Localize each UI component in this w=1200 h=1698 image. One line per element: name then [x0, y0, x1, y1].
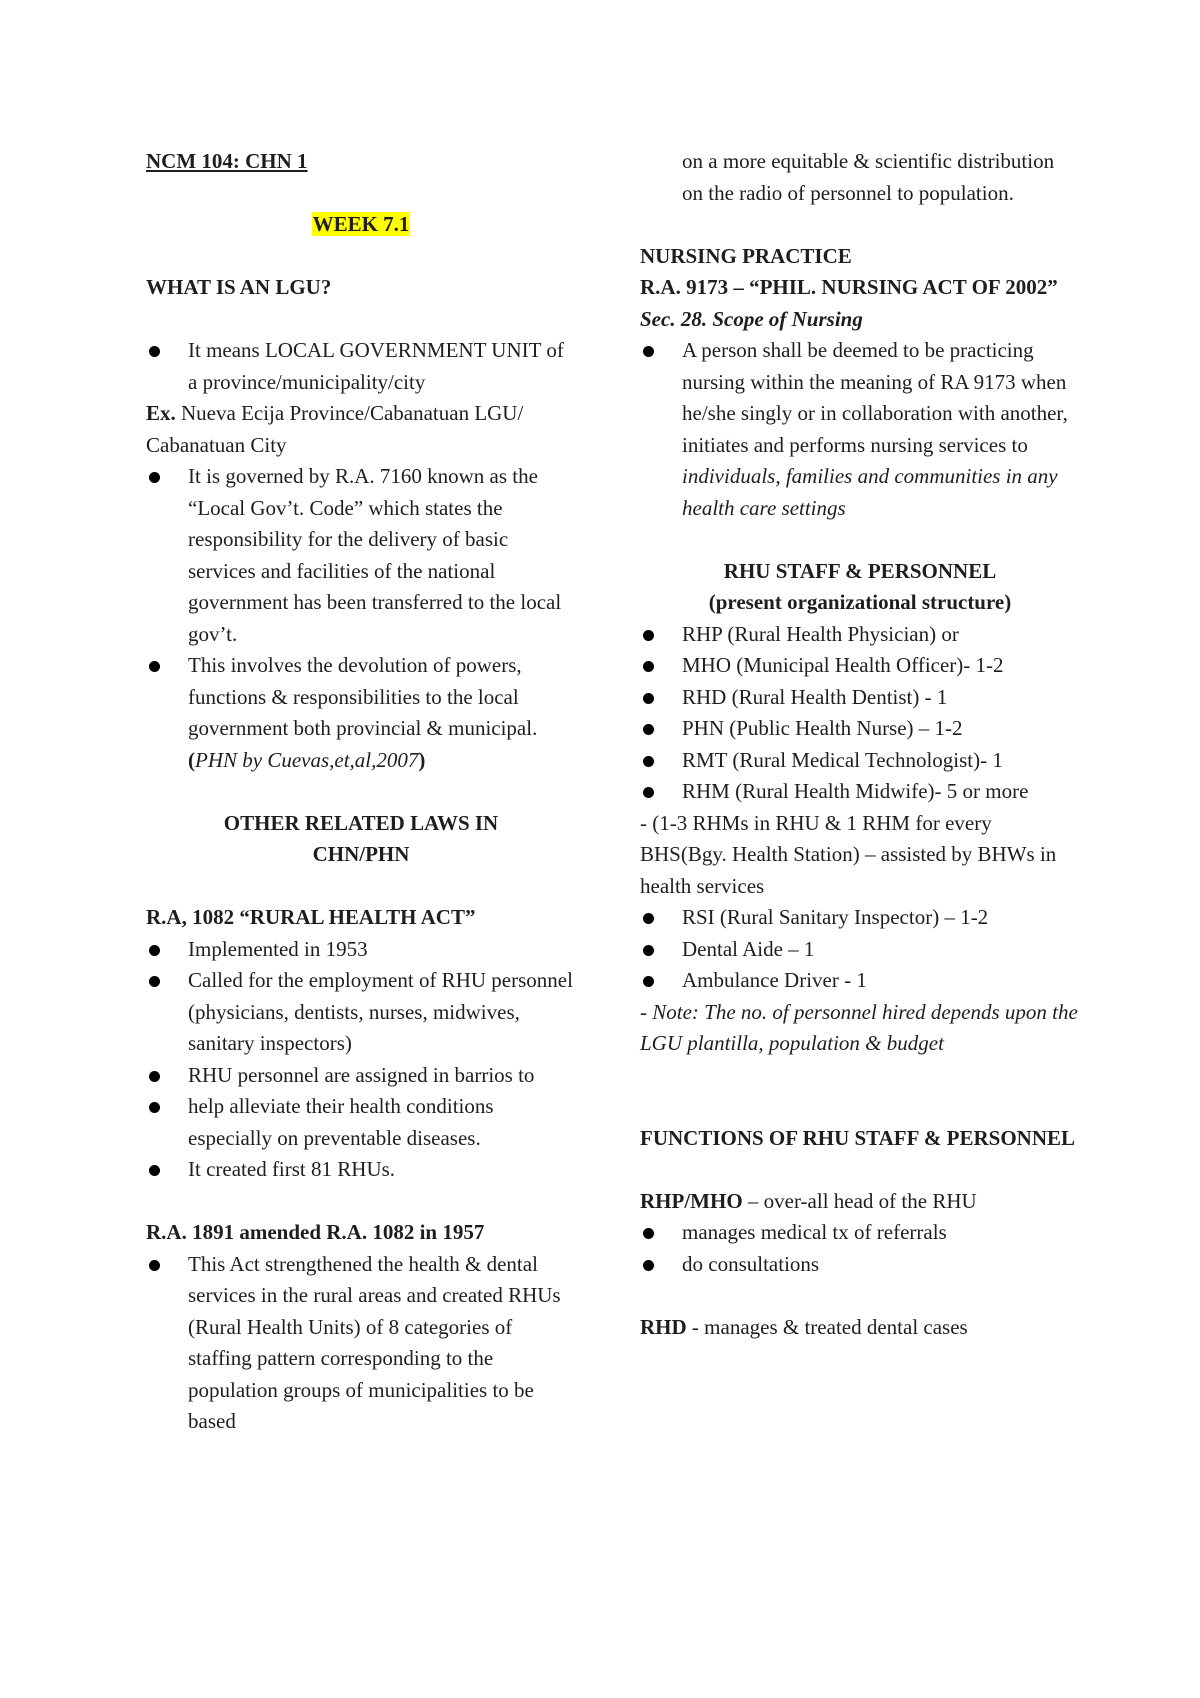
- lgu-list-1: [146, 335, 576, 398]
- list-item: manages medical tx of referrals: [640, 1217, 1080, 1249]
- list-item: RSI (Rural Sanitary Inspector) – 1-2: [640, 902, 1080, 934]
- rhu-staff-list: [640, 619, 1080, 808]
- list-item: Called for the employment of RHU personnel (physicians, dentists, nurses, midwives, sanitary inspectors): [146, 965, 576, 1060]
- other-laws-heading-1: OTHER RELATED LAWS IN: [223, 810, 499, 835]
- nursing-practice-heading: NURSING PRACTICE: [640, 243, 852, 268]
- rhd-text: - manages & treated dental cases: [686, 1314, 968, 1339]
- rhp-text: – over-all head of the RHU: [742, 1188, 977, 1213]
- ra9173-heading: R.A. 9173 – “PHIL. NURSING ACT OF 2002”: [640, 275, 1058, 299]
- rhd-label: RHD: [640, 1314, 687, 1339]
- list-item: [640, 335, 1080, 524]
- ra1891-heading: R.A. 1891 amended R.A. 1082 in 1957: [146, 1220, 485, 1244]
- ra1082-heading: R.A, 1082 “RURAL HEALTH ACT”: [146, 905, 476, 929]
- course-title: NCM 104: CHN 1: [146, 149, 308, 173]
- example-line-2: Cabanatuan City: [146, 432, 287, 457]
- week-highlight: WEEK 7.1: [312, 212, 410, 236]
- list-item: RHU personnel are assigned in barrios to: [146, 1060, 576, 1092]
- continued-text: on a more equitable & scientific distribution on the radio of personnel to population.: [682, 149, 1055, 205]
- right-column: [640, 146, 1080, 1343]
- example-line: [146, 398, 576, 430]
- list-item: Dental Aide – 1: [640, 934, 1080, 966]
- citation: PHN by Cuevas,et,al,2007: [195, 747, 419, 772]
- rhu-staff-list-2: [640, 902, 1080, 997]
- list-item: Ambulance Driver - 1: [640, 965, 1080, 997]
- lgu-list-2: [146, 461, 576, 776]
- rhu-staff-heading-1: RHU STAFF & PERSONNEL: [723, 558, 997, 583]
- rhm-note: - (1-3 RHMs in RHU & 1 RHM for every BHS(Bgy. Health Station) – assisted by BHWs in health services: [640, 810, 1057, 898]
- list-item-text: This involves the devolution of powers, functions & responsibilities to the local government both provincial & municipal.: [188, 653, 538, 740]
- week-label: [146, 209, 576, 241]
- rhu-staff-heading-2: (present organizational structure): [708, 590, 1012, 614]
- list-item: PHN (Public Health Nurse) – 1-2: [640, 713, 1080, 745]
- other-laws-heading-2: CHN/PHN: [312, 842, 410, 866]
- list-item: do consultations: [640, 1249, 1080, 1281]
- list-item-emphasis: individuals, families and communities in any health care settings: [682, 464, 1058, 520]
- ra1891-list: [146, 1249, 576, 1438]
- lgu-heading: WHAT IS AN LGU?: [146, 275, 332, 299]
- citation-open: (: [188, 747, 195, 772]
- citation-close: ): [418, 747, 426, 772]
- rhp-list: [640, 1217, 1080, 1280]
- list-item: It means LOCAL GOVERNMENT UNIT of a province/municipality/city: [146, 335, 576, 398]
- personnel-note: - Note: The no. of personnel hired depends upon the LGU plantilla, population & budget: [640, 999, 1078, 1055]
- example-label: Ex.: [146, 401, 176, 425]
- example-text: Nueva Ecija Province/Cabanatuan LGU/: [175, 401, 524, 425]
- list-item: This Act strengthened the health & dental services in the rural areas and created RHUs (Rural Health Units) of 8 categories of staffing pattern corresponding to the population groups of municipalities to be based: [146, 1249, 576, 1438]
- list-item: RHD (Rural Health Dentist) - 1: [640, 682, 1080, 714]
- list-item: It is governed by R.A. 7160 known as the “Local Gov’t. Code” which states the responsibility for the delivery of basic services and facilities of the national government has been transferred to the local gov’t.: [146, 461, 576, 650]
- list-item-text: A person shall be deemed to be practicing nursing within the meaning of RA 9173 when he/she singly or in collaboration with another, initiates and performs nursing services to: [682, 338, 1068, 457]
- rhd-line: [640, 1312, 1080, 1344]
- list-item: [146, 650, 576, 776]
- list-item: RHP (Rural Health Physician) or: [640, 619, 1080, 651]
- list-item: help alleviate their health conditions especially on preventable diseases.: [146, 1091, 576, 1154]
- sec28-heading: Sec. 28. Scope of Nursing: [640, 306, 863, 331]
- rhp-line: [640, 1186, 1080, 1218]
- list-item: Implemented in 1953: [146, 934, 576, 966]
- left-column: [146, 146, 576, 1438]
- sec28-list: [640, 335, 1080, 524]
- list-item: RHM (Rural Health Midwife)- 5 or more: [640, 776, 1080, 808]
- rhp-label: RHP/MHO: [640, 1188, 743, 1213]
- ra1082-list: [146, 934, 576, 1186]
- list-item: MHO (Municipal Health Officer)- 1-2: [640, 650, 1080, 682]
- functions-heading: FUNCTIONS OF RHU STAFF & PERSONNEL: [640, 1125, 1076, 1150]
- list-item: RMT (Rural Medical Technologist)- 1: [640, 745, 1080, 777]
- list-item: It created first 81 RHUs.: [146, 1154, 576, 1186]
